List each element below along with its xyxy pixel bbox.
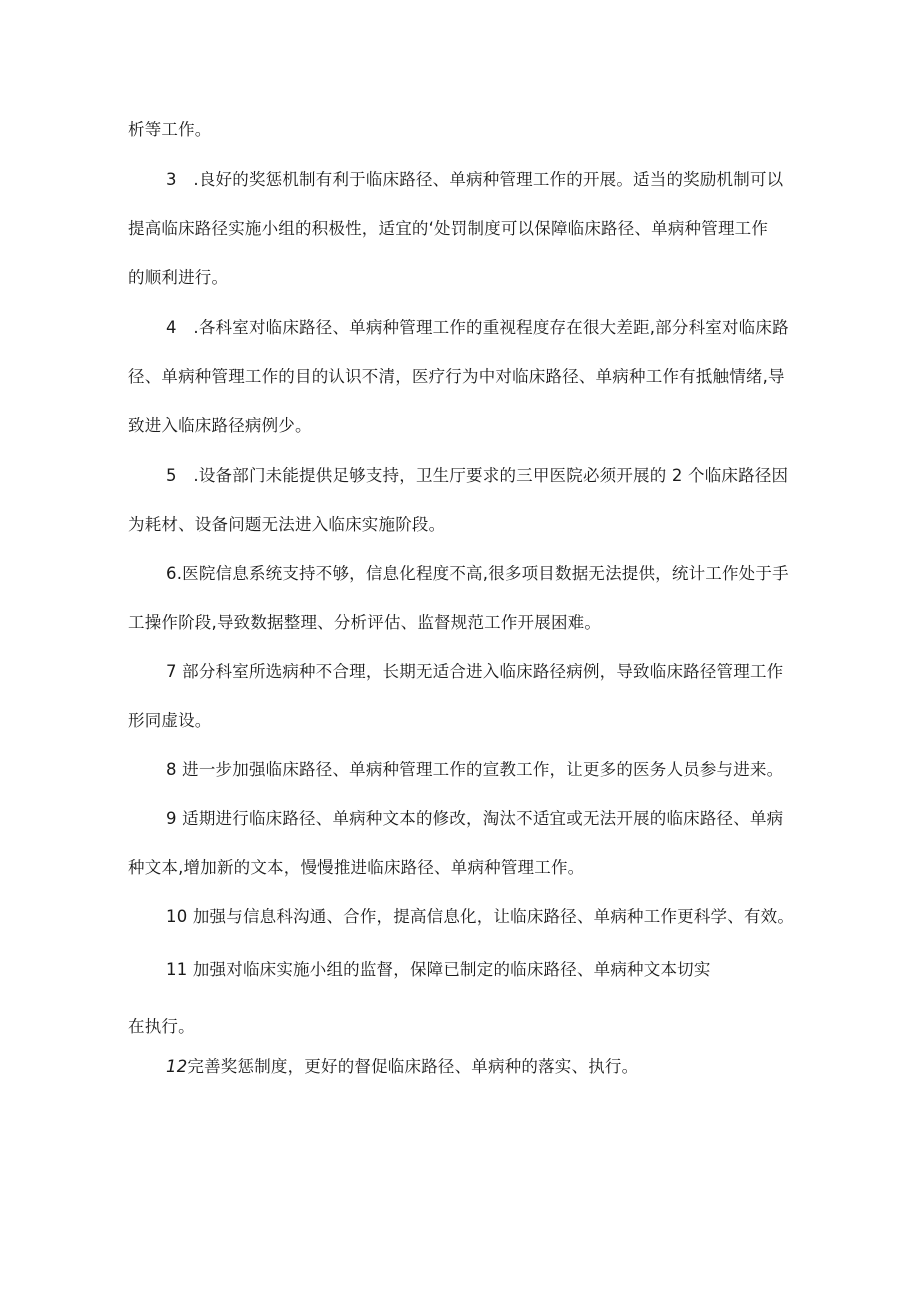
paragraph-7-line-2: 形同虚设。 xyxy=(128,711,212,730)
paragraph-6-line-1: 6.医院信息系统支持不够，信息化程度不高,很多项目数据无法提供，统计工作处于手 xyxy=(166,564,789,583)
paragraph-12-text: 完善奖惩制度，更好的督促临床路径、单病种的落实、执行。 xyxy=(187,1057,639,1076)
paragraph-11-line-2: 在执行。 xyxy=(128,1017,195,1036)
paragraph-4-line-1: 4 .各科室对临床路径、单病种管理工作的重视程度存在很大差距,部分科室对临床路 xyxy=(166,318,789,337)
paragraph-3-line-1: 3 .良好的奖惩机制有利于临床路径、单病种管理工作的开展。适当的奖励机制可以 xyxy=(166,170,784,189)
paragraph-4-line-2: 径、单病种管理工作的目的认识不清，医疗行为中对临床路径、单病种工作有抵触情绪,导 xyxy=(128,367,785,386)
paragraph-9-line-1: 9 适期进行临床路径、单病种文本的修改，淘汰不适宜或无法开展的临床路径、单病 xyxy=(166,809,784,828)
paragraph-7-line-1: 7 部分科室所选病种不合理，长期无适合进入临床路径病例，导致临床路径管理工作 xyxy=(166,662,784,681)
paragraph-3-line-3: 的顺利进行。 xyxy=(128,268,229,287)
paragraph-8-line-1: 8 进一步加强临床路径、单病种管理工作的宣教工作，让更多的医务人员参与进来。 xyxy=(166,760,784,779)
paragraph-3-line-2: 提高临床路径实施小组的积极性，适宜的‘处罚制度可以保障临床路径、单病种管理工作 xyxy=(128,219,769,238)
paragraph-4-line-3: 致进入临床路径病例少。 xyxy=(128,416,312,435)
paragraph-6-line-2: 工操作阶段,导致数据整理、分析评估、监督规范工作开展困难。 xyxy=(128,613,602,632)
paragraph-11-line-1: 11 加强对临床实施小组的监督，保障已制定的临床路径、单病种文本切实 xyxy=(166,960,711,979)
paragraph-12-line-1 xyxy=(166,1057,638,1077)
paragraph-5-line-2: 为耗材、设备问题无法进入临床实施阶段。 xyxy=(128,515,446,534)
paragraph-12-number: 12 xyxy=(166,1057,188,1076)
paragraph-10-line-1: 10 加强与信息科沟通、合作，提高信息化，让临床路径、单病种工作更科学、有效。 xyxy=(166,907,795,926)
paragraph-9-line-2: 种文本,增加新的文本，慢慢推进临床路径、单病种管理工作。 xyxy=(128,858,585,877)
text-line: 析等工作。 xyxy=(128,120,212,139)
paragraph-5-line-1: 5 .设备部门未能提供足够支持，卫生厅要求的三甲医院必须开展的 2 个临床路径因 xyxy=(166,466,789,485)
